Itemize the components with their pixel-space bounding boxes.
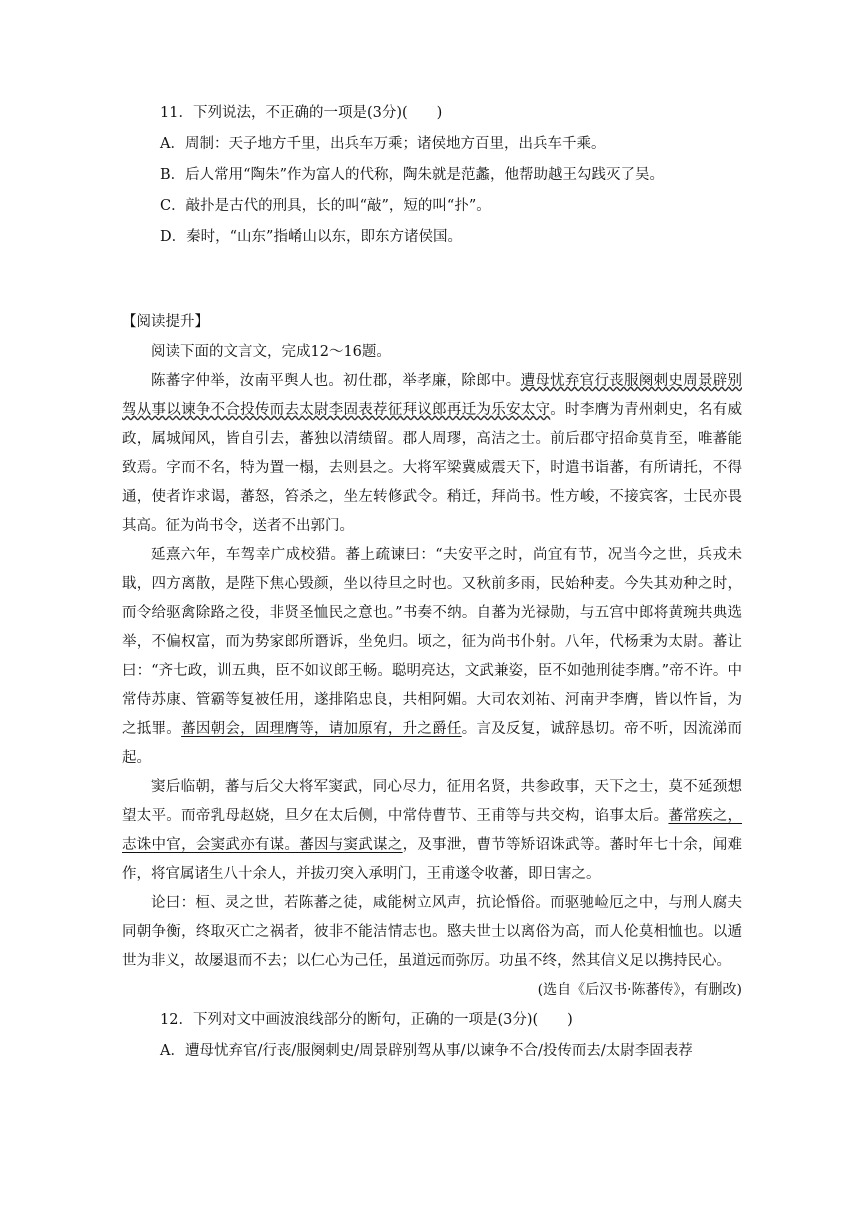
paragraph-1-text-a: 陈蕃字仲举，汝南平舆人也。初仕郡，举孝廉，除郎中。 — [151, 373, 521, 389]
question-11-option-a: A．周制：天子地方千里，出兵车万乘；诸侯地方百里，出兵车千乘。 — [160, 136, 606, 152]
reading-section — [122, 307, 742, 1067]
source-citation: (选自《后汉书·陈蕃传》，有删改) — [537, 982, 742, 998]
question-11-option-c: C．敲扑是古代的刑具，长的叫“敲”，短的叫“扑”。 — [160, 198, 491, 214]
underlined-sentence-2: 蕃常疾之，志诛中官，会窦武亦有谋。蕃因与窦武谋之 — [122, 808, 743, 853]
section-title: 【阅读提升】 — [122, 314, 209, 330]
paragraph-2-text-a: 延熹六年，车驾幸广成校猎。蕃上疏谏曰：“夫安平之时，尚宜有节，况当今之世，兵戎未戢，四方离散，是陛下焦心毁颜，坐以待旦之时也。又秋前多雨，民始种麦。今失其劝种之时，而令给驱禽除路之役，非贤圣恤民之意也。”书奏不纳。自蕃为光禄勋，与五宫中郎将黄琬共典选举，不偏权富，而为势家郎所谮诉，坐免归。顷之，征为尚书仆射。八年，代杨秉为太尉。蕃让曰：“齐七政，训五典，臣不如议郎王畅。聪明亮达，文武兼姿，臣不如弛刑徒李膺。”帝不许。中常侍苏康、管霸等复被任用，遂排陷忠良，共相阿媚。大司农刘祐、河南尹李膺，皆以忤旨，为之抵罪。 — [122, 547, 742, 737]
wavy-underlined-text: 遭母忧弃官行丧服阕刺史周景辟别驾从事以谏争不合投传而去太尉李固表荐征拜议郎再迁为乐安太守 — [122, 373, 743, 418]
question-12-stem: 12．下列对文中画波浪线部分的断句，正确的一项是(3分)( ) — [160, 1012, 573, 1028]
passage-paragraph-1 — [122, 367, 742, 541]
question-11-option-d: D．秦时，“山东”指崤山以东，即东方诸侯国。 — [160, 229, 462, 245]
question-11 — [160, 98, 760, 253]
paragraph-3-text-a: 窦后临朝，蕃与后父大将军窦武，同心尽力，征用名贤，共参政事，天下之士，莫不延颈想望太平。而帝乳母赵娆，旦夕在太后侧，中常侍曹节、王甫等与共交构，谄事太后。 — [122, 779, 742, 824]
question-11-stem: 11．下列说法，不正确的一项是(3分)( ) — [160, 105, 443, 121]
paragraph-2-text-b: 。言及反复，诚辞恳切。帝不听，因流涕而起。 — [122, 721, 743, 766]
question-11-option-b: B．后人常用“陶朱”作为富人的代称，陶朱就是范蠡，他帮助越王勾践灭了吴。 — [160, 167, 664, 183]
underlined-sentence-1: 蕃因朝会，固理膺等，请加原宥，升之爵任 — [181, 721, 462, 737]
question-12-option-a: A．遭母忧弃官/行丧/服阕刺史/周景辟别驾从事/以谏争不合/投传而去/太尉李固表荐 — [160, 1043, 693, 1059]
passage-paragraph-2 — [122, 541, 742, 773]
paragraph-1-text-b: 。时李膺为青州刺史，名有威政，属城闻风，皆自引去，蕃独以清绩留。郡人周璆，高洁之士。前后郡守招命莫肯至，唯蕃能致焉。字而不名，特为置一榻，去则县之。大将军梁冀威震天下，时遣书诣蕃，有所请托，不得通，使者诈求谒，蕃怒，笞杀之，坐左转修武令。稍迁，拜尚书。性方峻，不接宾客，士民亦畏其高。征为尚书令，送者不出郭门。 — [122, 402, 742, 534]
passage-paragraph-3 — [122, 773, 742, 889]
paragraph-3-text-b: ，及事泄，曹节等矫诏诛武等。蕃时年七十余，闻难作，将官属诸生八十余人，并拔刃突入承明门，王甫遂令收蕃，即日害之。 — [122, 837, 743, 882]
passage-paragraph-4: 论曰：桓、灵之世，若陈蕃之徒，咸能树立风声，抗论惛俗。而驱驰崄厄之中，与刑人腐夫同朝争衡，终取灭亡之祸者，彼非不能洁情志也。愍夫世士以离俗为高，而人伦莫相恤也。以遁世为非义，故屡退而不去；以仁心为己任，虽道远而弥厉。功虽不终，然其信义足以携持民心。 — [122, 895, 742, 969]
reading-instructions: 阅读下面的文言文，完成12～16题。 — [151, 344, 391, 360]
